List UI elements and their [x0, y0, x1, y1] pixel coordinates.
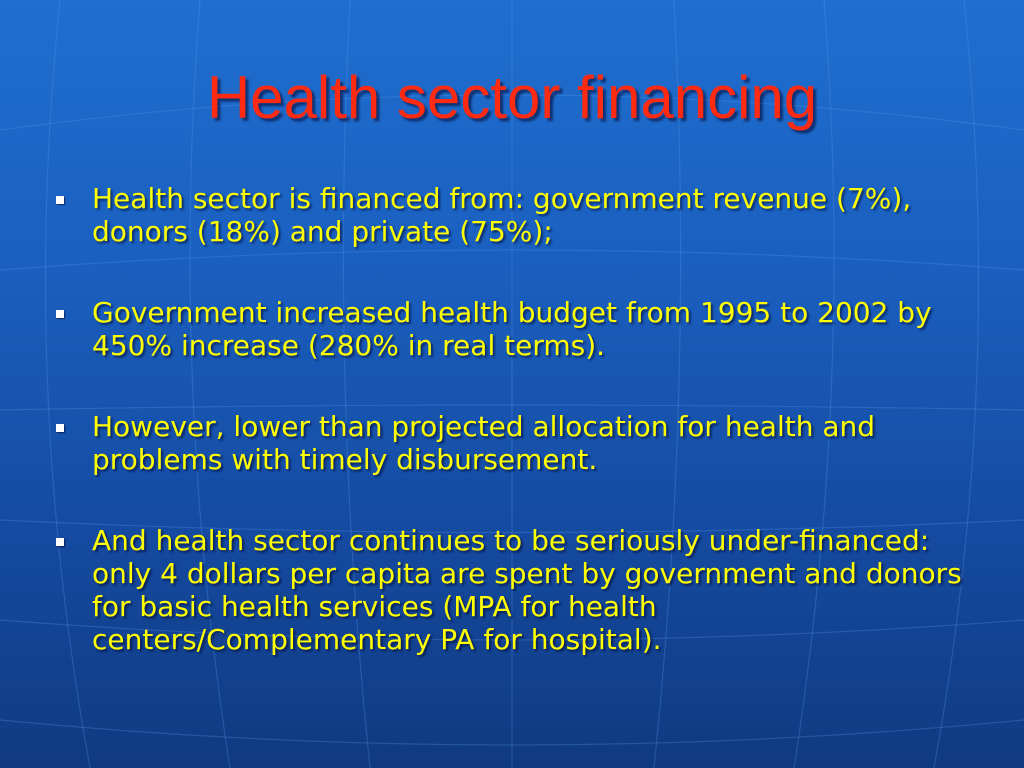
bullet-list [48, 182, 978, 704]
bullet-item [48, 410, 978, 476]
square-bullet-icon [56, 424, 64, 432]
slide-title: Health sector financing [206, 64, 818, 131]
square-bullet-icon [56, 538, 64, 546]
bullet-item [48, 182, 978, 248]
bullet-text: And health sector continues to be seriously under-financed: only 4 dollars per capita are spent by government and donors for basic health services (MPA for health centers/Complementary PA for hospital). [92, 524, 962, 656]
bullet-text: Health sector is financed from: government revenue (7%), donors (18%) and private (75%); [92, 182, 912, 248]
square-bullet-icon [56, 310, 64, 318]
bullet-item [48, 524, 978, 656]
bullet-text: Government increased health budget from 1995 to 2002 by 450% increase (280% in real terms). [92, 296, 932, 362]
bullet-item [48, 296, 978, 362]
square-bullet-icon [56, 196, 64, 204]
bullet-text: However, lower than projected allocation for health and problems with timely disbursement. [92, 410, 876, 476]
